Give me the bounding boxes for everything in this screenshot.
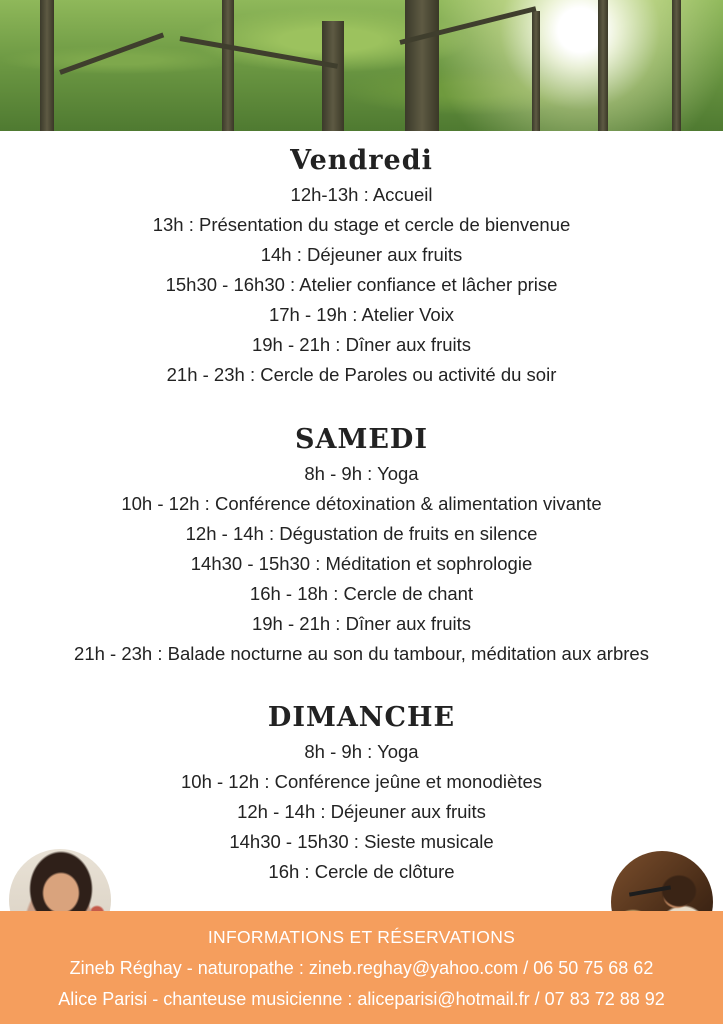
schedule-item: 16h - 18h : Cercle de chant	[249, 583, 474, 604]
schedule-item: 14h30 - 15h30 : Sieste musicale	[229, 831, 494, 852]
day-title: SAMEDI	[295, 424, 428, 455]
day-section-dimanche	[0, 700, 723, 887]
day-title: Vendredi	[290, 145, 433, 176]
schedule-item: 12h - 14h : Déjeuner aux fruits	[237, 801, 486, 822]
footer-heading: INFORMATIONS ET RÉSERVATIONS	[207, 927, 516, 947]
schedule-item: 12h-13h : Accueil	[290, 184, 433, 205]
day-section-samedi	[0, 422, 723, 669]
schedule-item: 15h30 - 16h30 : Atelier confiance et lâcher prise	[165, 274, 558, 295]
schedule-list	[0, 459, 723, 669]
schedule-item: 10h - 12h : Conférence détoxination & alimentation vivante	[121, 493, 602, 514]
schedule-item: 10h - 12h : Conférence jeûne et monodiètes	[181, 771, 542, 792]
schedule-item: 21h - 23h : Cercle de Paroles ou activité du soir	[166, 364, 557, 385]
schedule-item: 21h - 23h : Balade nocturne au son du tambour, méditation aux arbres	[74, 643, 649, 664]
schedule-item: 8h - 9h : Yoga	[304, 741, 419, 762]
day-section-vendredi	[0, 143, 723, 390]
contact-footer	[0, 911, 723, 1024]
schedule-item: 13h : Présentation du stage et cercle de bienvenue	[152, 214, 571, 235]
schedule-item: 19h - 21h : Dîner aux fruits	[251, 613, 472, 634]
schedule-list	[0, 737, 723, 887]
schedule-item: 12h - 14h : Dégustation de fruits en silence	[185, 523, 538, 544]
contact-zineb: Zineb Réghay - naturopathe : zineb.reghay@yahoo.com / 06 50 75 68 62	[69, 958, 654, 978]
schedule-item: 14h30 - 15h30 : Méditation et sophrologie	[190, 553, 533, 574]
forest-header-photo	[0, 0, 723, 131]
schedule-item: 16h : Cercle de clôture	[268, 861, 455, 882]
microphone-icon	[629, 885, 671, 896]
schedule-item: 14h : Déjeuner aux fruits	[260, 244, 463, 265]
contact-alice: Alice Parisi - chanteuse musicienne : aliceparisi@hotmail.fr / 07 83 72 88 92	[58, 989, 665, 1009]
schedule-item: 19h - 21h : Dîner aux fruits	[251, 334, 472, 355]
schedule-item: 17h - 19h : Atelier Voix	[268, 304, 455, 325]
schedule-item: 8h - 9h : Yoga	[304, 463, 419, 484]
schedule-list	[0, 180, 723, 390]
day-title: DIMANCHE	[267, 702, 456, 733]
